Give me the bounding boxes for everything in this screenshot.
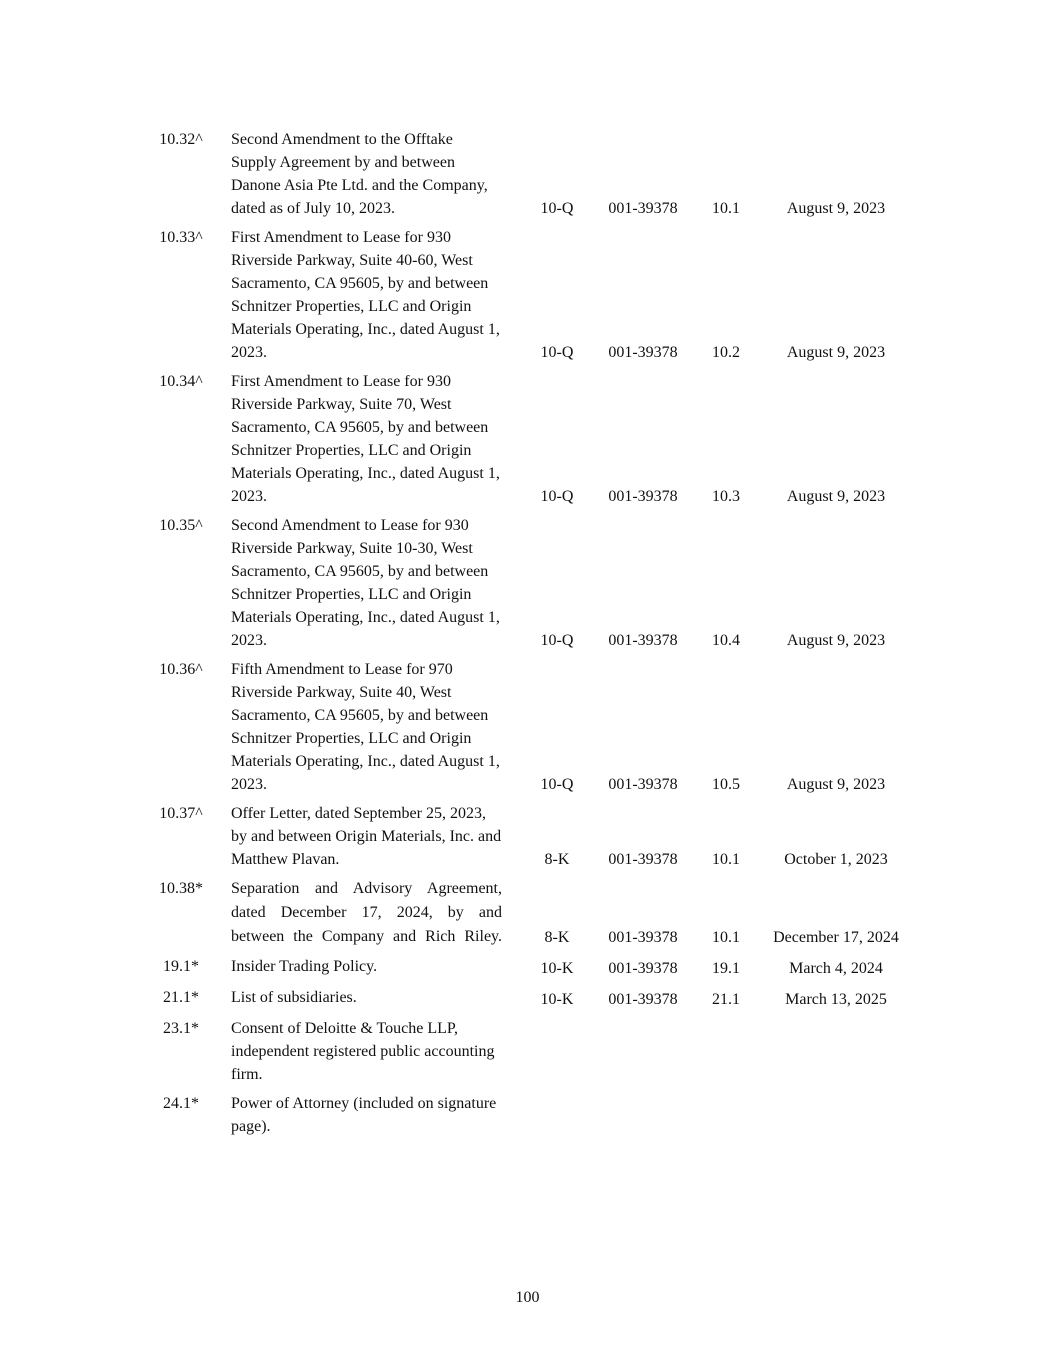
exhibit-number: 10.35^ bbox=[159, 517, 203, 534]
exhibit-filing-date: October 1, 2023 bbox=[784, 851, 888, 868]
exhibit-number: 10.37^ bbox=[159, 805, 203, 822]
exhibit-number: 24.1* bbox=[163, 1095, 199, 1112]
exhibit-form: 8-K bbox=[544, 929, 570, 946]
exhibit-description: Separation and Advisory Agreement, dated December 17, 2024, by and between the Company and Rich Riley. bbox=[231, 880, 502, 945]
exhibit-description: Offer Letter, dated September 25, 2023, by and between Origin Materials, Inc. and Matthew Plavan. bbox=[231, 805, 502, 868]
exhibit-filing-date: December 17, 2024 bbox=[773, 929, 899, 946]
exhibit-reference: 10.5 bbox=[712, 776, 740, 793]
page-number: 100 bbox=[515, 1289, 540, 1306]
exhibit-row bbox=[148, 128, 918, 220]
exhibit-file-number: 001-39378 bbox=[608, 991, 678, 1008]
exhibit-row bbox=[148, 955, 918, 980]
exhibit-number: 21.1* bbox=[163, 989, 199, 1006]
exhibit-reference: 10.3 bbox=[712, 488, 740, 505]
exhibit-filing-date: August 9, 2023 bbox=[786, 632, 886, 649]
exhibit-number: 10.38* bbox=[159, 880, 203, 897]
exhibit-file-number: 001-39378 bbox=[608, 929, 678, 946]
exhibit-row bbox=[148, 514, 918, 652]
exhibit-filing-date: March 13, 2025 bbox=[785, 991, 887, 1008]
exhibit-description: Second Amendment to Lease for 930 Riverside Parkway, Suite 10-30, West Sacramento, CA 95605, by and between Schnitzer Properties, LLC and Origin Materials Operating, Inc., dated August 1, 2023. bbox=[231, 517, 500, 649]
exhibit-number: 10.34^ bbox=[159, 373, 203, 390]
exhibit-filing-date: August 9, 2023 bbox=[786, 344, 886, 361]
exhibit-reference: 19.1 bbox=[712, 960, 740, 977]
exhibit-row bbox=[148, 1092, 918, 1138]
exhibit-file-number: 001-39378 bbox=[608, 632, 678, 649]
exhibit-description: List of subsidiaries. bbox=[231, 989, 357, 1006]
exhibit-file-number: 001-39378 bbox=[608, 488, 678, 505]
exhibit-filing-date: March 4, 2024 bbox=[789, 960, 883, 977]
exhibit-description: Fifth Amendment to Lease for 970 Riverside Parkway, Suite 40, West Sacramento, CA 95605, by and between Schnitzer Properties, LLC and Origin Materials Operating, Inc., dated August 1, 2023. bbox=[231, 661, 500, 793]
exhibit-form: 10-Q bbox=[540, 344, 574, 361]
exhibit-form: 10-Q bbox=[540, 200, 574, 217]
exhibit-file-number: 001-39378 bbox=[608, 960, 678, 977]
exhibit-row bbox=[148, 1017, 918, 1086]
exhibit-number: 23.1* bbox=[163, 1020, 199, 1037]
exhibit-row bbox=[148, 226, 918, 364]
exhibit-reference: 10.1 bbox=[712, 851, 740, 868]
exhibit-filing-date: August 9, 2023 bbox=[786, 776, 886, 793]
exhibit-description: Second Amendment to the Offtake Supply Agreement by and between Danone Asia Pte Ltd. and the Company, dated as of July 10, 2023. bbox=[231, 131, 488, 217]
exhibit-row bbox=[148, 370, 918, 508]
exhibit-filing-date: August 9, 2023 bbox=[786, 488, 886, 505]
exhibit-file-number: 001-39378 bbox=[608, 200, 678, 217]
exhibit-description: Insider Trading Policy. bbox=[231, 958, 378, 975]
exhibit-file-number: 001-39378 bbox=[608, 344, 678, 361]
exhibit-form: 10-K bbox=[540, 960, 574, 977]
exhibit-file-number: 001-39378 bbox=[608, 776, 678, 793]
exhibit-reference: 10.1 bbox=[712, 200, 740, 217]
exhibit-row bbox=[148, 658, 918, 796]
exhibit-description: Power of Attorney (included on signature page). bbox=[231, 1095, 497, 1135]
exhibit-number: 10.32^ bbox=[159, 131, 203, 148]
exhibit-row bbox=[148, 986, 918, 1011]
exhibit-reference: 10.4 bbox=[712, 632, 740, 649]
exhibit-index-table bbox=[148, 128, 918, 1144]
exhibit-reference: 10.1 bbox=[712, 929, 740, 946]
exhibit-number: 19.1* bbox=[163, 958, 199, 975]
exhibit-filing-date: August 9, 2023 bbox=[786, 200, 886, 217]
exhibit-number: 10.36^ bbox=[159, 661, 203, 678]
exhibit-form: 8-K bbox=[544, 851, 570, 868]
exhibit-reference: 10.2 bbox=[712, 344, 740, 361]
exhibit-row bbox=[148, 877, 918, 949]
exhibit-number: 10.33^ bbox=[159, 229, 203, 246]
exhibit-description: Consent of Deloitte & Touche LLP, independent registered public accounting firm. bbox=[231, 1020, 495, 1083]
exhibit-form: 10-K bbox=[540, 991, 574, 1008]
exhibit-description: First Amendment to Lease for 930 Riverside Parkway, Suite 70, West Sacramento, CA 95605, by and between Schnitzer Properties, LLC and Origin Materials Operating, Inc., dated August 1, 2023. bbox=[231, 373, 500, 505]
exhibit-reference: 21.1 bbox=[712, 991, 740, 1008]
exhibit-form: 10-Q bbox=[540, 776, 574, 793]
exhibit-row bbox=[148, 802, 918, 871]
exhibit-form: 10-Q bbox=[540, 488, 574, 505]
exhibit-file-number: 001-39378 bbox=[608, 851, 678, 868]
exhibit-form: 10-Q bbox=[540, 632, 574, 649]
exhibit-description: First Amendment to Lease for 930 Riverside Parkway, Suite 40-60, West Sacramento, CA 95605, by and between Schnitzer Properties, LLC and Origin Materials Operating, Inc., dated August 1, 2023. bbox=[231, 229, 500, 361]
